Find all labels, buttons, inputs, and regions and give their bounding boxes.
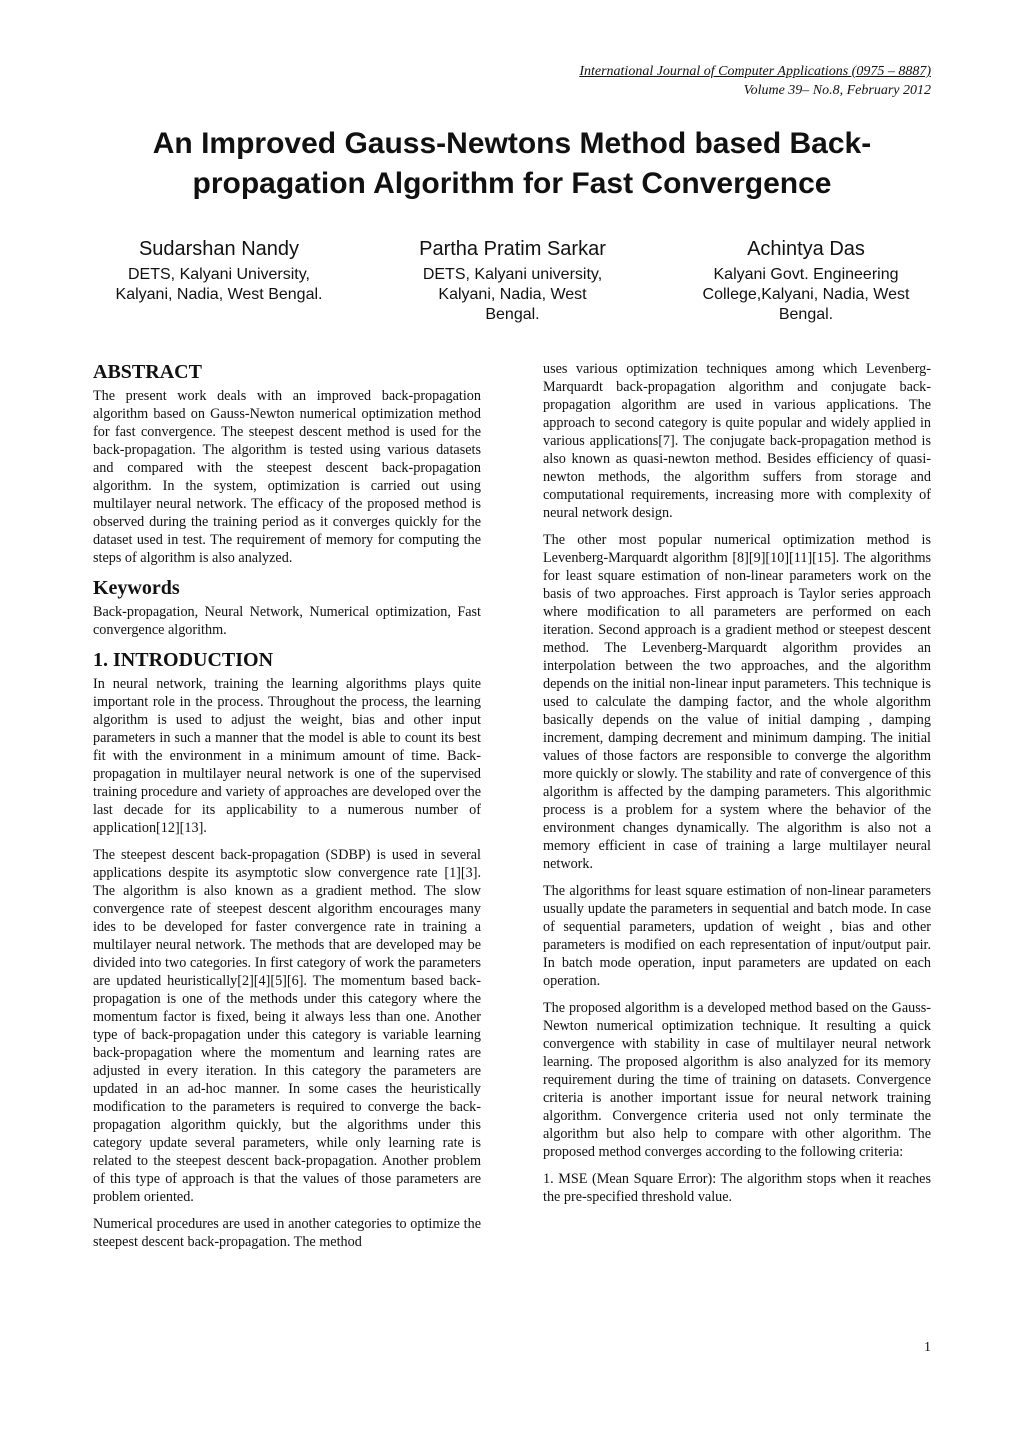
title-line-2: propagation Algorithm for Fast Convergence — [192, 167, 832, 200]
paper-title — [80, 124, 944, 204]
affiliation-line: College,Kalyani, Nadia, West — [702, 286, 910, 303]
journal-name: International Journal of Computer Applications (0975 – 8887) — [579, 64, 931, 79]
intro-paragraph-7: The proposed algorithm is a developed method based on the Gauss-Newton numerical optimization technique. It resulting a quick convergence with stability in case of multilayer neural network learning. The proposed algorithm is also analyzed for its memory requirement during the time of training on datasets. Convergence criteria is another important issue for neural network training algorithm. Convergence criteria used not only terminate the algorithm but also help to compare with other algorithm. The proposed method converges according to the following criteria: — [543, 1000, 931, 1160]
affiliation-line: DETS, Kalyani University, — [128, 266, 310, 283]
left-column — [93, 360, 481, 1260]
intro-paragraph-6: The algorithms for least square estimation of non-linear parameters usually update the parameters in sequential and batch mode. In case of sequential parameters, updation of weight , bias and other parameters is modified on each representation of input/output pair. In batch mode operation, input parameters are updated on each operation. — [543, 883, 931, 989]
author-block-1 — [95, 236, 343, 305]
intro-paragraph-8: 1. MSE (Mean Square Error): The algorithm stops when it reaches the pre-specified threshold value. — [543, 1171, 931, 1205]
abstract-heading: ABSTRACT — [93, 361, 202, 383]
intro-paragraph-3: Numerical procedures are used in another categories to optimize the steepest descent back-propagation. The method — [93, 1216, 481, 1250]
intro-paragraph-1: In neural network, training the learning algorithms plays quite important role in the process. Throughout the process, the learning algorithm is used to adjust the weight, bias and other input parameters in such a manner that the model is able to count its best fit with the environment in a minimum amount of time. Back-propagation in multilayer neural network is one of the supervised training procedure and variety of approaches are developed over the last decade for its applicability to a numerous number of application[12][13]. — [93, 676, 481, 836]
intro-paragraph-2: The steepest descent back-propagation (SDBP) is used in several applications despite its asymptotic slow convergence rate [1][3]. The algorithm is also known as a gradient method. The slow convergence rate of steepest descent algorithm encourages many ides to be developed for faster convergence rate in training a multilayer neural network. The methods that are developed may be divided into two categories. In first category of work the parameters are updated heuristically[2][4][5][6]. The momentum based back-propagation is one of the methods under this category where the momentum factor is fixed, being it always less than one. Another type of back-propagation under this category is variable learning back-propagation where the momentum and learning rates are adjusted in every iteration. In this category the parameters are updated in an ad-hoc manner. In some cases the heuristically modification to the parameters is required to converge the back-propagation algorithm quickly, but the algorithms under this category update several parameters, while only learning rate is related to the steepest descent back-propagation. Another problem of this type of approach is that the values of those parameters are problem oriented. — [93, 847, 481, 1205]
author-name: Sudarshan Nandy — [138, 238, 300, 260]
keywords-text: Back-propagation, Neural Network, Numerical optimization, Fast convergence algorithm. — [93, 604, 481, 638]
journal-volume: Volume 39– No.8, February 2012 — [743, 83, 931, 98]
affiliation-line: Kalyani Govt. Engineering — [713, 266, 899, 283]
affiliation-line: Kalyani, Nadia, West — [438, 286, 587, 303]
right-column — [543, 360, 931, 1215]
abstract-text: The present work deals with an improved back-propagation algorithm based on Gauss-Newton numerical optimization method for fast convergence. The steepest descent method is used for the back-propagation. The algorithm is tested using various datasets and compared with the steepest descent back-propagation algorithm. In the system, optimization is carried out using multilayer neural network. The efficacy of the proposed method is observed during the training period as it converges quickly for the dataset used in test. The requirement of memory for computing the steps of algorithm is also analyzed. — [93, 388, 481, 566]
author-affiliation — [405, 265, 620, 325]
title-line-1: An Improved Gauss-Newtons Method based Back- — [152, 127, 872, 160]
author-affiliation — [680, 265, 932, 325]
author-block-3 — [680, 236, 932, 325]
affiliation-line: Bengal. — [485, 306, 540, 323]
affiliation-line: DETS, Kalyani university, — [422, 266, 603, 283]
affiliation-line: Bengal. — [778, 306, 834, 323]
keywords-heading: Keywords — [93, 577, 180, 599]
author-block-2 — [405, 236, 620, 325]
page-number: 1 — [924, 1340, 931, 1355]
author-name: Achintya Das — [747, 238, 865, 260]
affiliation-line: Kalyani, Nadia, West Bengal. — [115, 286, 323, 303]
author-name: Partha Pratim Sarkar — [419, 238, 606, 260]
introduction-heading: 1. INTRODUCTION — [93, 649, 274, 671]
intro-paragraph-5: The other most popular numerical optimization method is Levenberg-Marquardt algorithm [8][9][10][11][15]. The algorithms for least square estimation of non-linear parameters work on the basis of two approaches. First approach is Taylor series approach where modification to all parameters are performed on each iteration. Second approach is a gradient method or steepest descent method. The Levenberg-Marquardt algorithm provides an interpolation between the two approaches, and the algorithm depends on the initial non-linear input parameters. This technique is used to calculate the damping factor, and the whole algorithm basically depends on the value of initial damping , damping increment, damping decrement and minimum damping. The initial values of those factors are responsible to converge the algorithm more quickly or slowly. The stability and rate of convergence of this algorithm is affected by the damping parameters. This algorithmic process is a problem for a system where the behavior of the environment changes dynamically. The algorithm is also not a memory efficient in case of training a large multilayer neural network. — [543, 532, 931, 872]
intro-paragraph-4: uses various optimization techniques among which Levenberg-Marquardt back-propagation algorithm and conjugate back-propagation algorithm are used in various applications. The approach to second category is quite popular and widely applied in various applications[7]. The conjugate back-propagation method is also known as quasi-newton method. Besides efficiency of quasi-newton methods, the algorithm suffers from storage and computational requirements, increasing more with complexity of neural network design. — [543, 361, 931, 521]
author-affiliation — [95, 265, 343, 305]
journal-header — [579, 62, 931, 100]
